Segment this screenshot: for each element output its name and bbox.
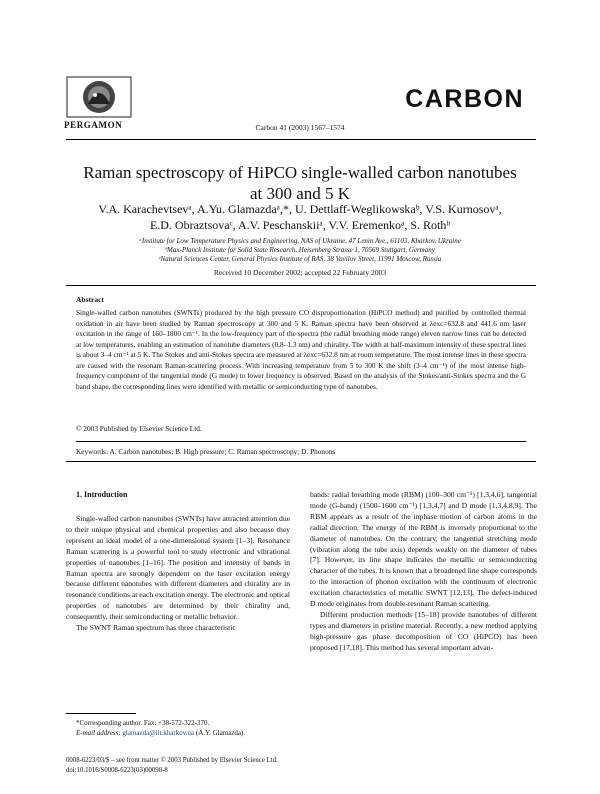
keywords: Keywords: A. Carbon nanotubes; B. High pressure; C. Raman spectroscopy; D. Phonons xyxy=(76,447,336,456)
journal-citation: Carbon 41 (2003) 1567–1574 xyxy=(255,123,345,132)
front-matter xyxy=(66,756,278,775)
issn-line: 0008-6223/03/$ – see front matter © 2003 Published by Elsevier Science Ltd. xyxy=(66,757,278,764)
email-suffix: (A.Y. Glamazda). xyxy=(195,729,246,737)
abstract-top-rule xyxy=(66,285,536,286)
email-line xyxy=(76,728,290,738)
email-link[interactable]: glamazda@ilt.kharkov.ua xyxy=(122,729,195,737)
left-column xyxy=(66,514,290,634)
author-list: V.A. Karachevtsevᵃ, A.Yu. Glamazdaᵃ,*, U. Dettlaff-Weglikowskaᵇ, V.S. Kurnosovᵃ, E.D. Obraztsovaᶜ, A.V. Peschanskiiᵃ, V.V. Eremenkoᵃ, S. Rothᵇ xyxy=(98,202,502,232)
footnote-rule xyxy=(66,713,136,714)
publisher-logo xyxy=(66,76,132,118)
affiliation-a: ᵃInstitute for Low Temperature Physics and Engineering, NAS of Ukraine, 47 Lenin Ave., 61103, Kharkov, Ukraine xyxy=(139,237,461,245)
affiliation-c: ᶜNatural Sciences Center, General Physics Institute of RAS, 38 Vavilov Street, 11991 Moscow, Russia xyxy=(158,255,442,263)
corresponding-author: *Corresponding author. Fax: +38-572-322-370. xyxy=(76,719,210,727)
doi-line: doi:10.1016/S0008-6223(03)00098-8 xyxy=(66,766,168,774)
paragraph: Single-walled carbon nanotubes (SWNTs) have attracted attention due to their unique physical and chemical properties and also because they represent an ideal model of a one-dimensional system [1–3]. Resonance Raman scattering is a powerful tool to study electronic and vibrational properties of nanotubes [1–16]. The position and intensity of bands in Raman spectra are strongly dependent on the laser excitation energy because different nanotubes with different diameters and chirality are in resonance conditions at each excitation energy. The electronic and optical properties of nanotubes are determined by their chirality and, consequently, their semiconducting or metallic behavior. xyxy=(66,514,290,622)
body-top-rule xyxy=(66,461,536,462)
right-column xyxy=(310,490,537,654)
journal-title: CARBON xyxy=(405,85,524,113)
article-title: Raman spectroscopy of HiPCO single-walled carbon nanotubes at 300 and 5 K xyxy=(83,163,517,203)
email-label: E-mail address: xyxy=(76,729,121,737)
footnote xyxy=(76,718,290,738)
abstract-heading: Abstract xyxy=(76,295,104,304)
abstract-text: Single-walled carbon nanotubes (SWNTs) produced by the high pressure CO disproportionation (HiPCO method) and purified by controlled thermal oxidation in air have been studied by Raman spectroscopy at 300 and 5 K. Raman spectra have been observed at λexc=632.8 and 441.6 nm laser excitation in the range of 160–1800 cm⁻¹. In the low-frequency part of the spectra (the radial breathing mode range) eleven narrow lines can be detected at low temperatures, enabling an estimation of nanotube diameters (0.8–1.3 nm) and chirality. The width at half-maximum intensity of these spectral lines is about 3–4 cm⁻¹ at 5 K. The Stokes and anti-Stokes spectra are measured at λexc=632.8 nm at room temperature. The most intense lines in these spectra are caused with the resonant Raman-scattering process. With increasing temperature from 5 to 300 K the shift (3–4 cm⁻¹) of the most intense high-frequency component of the tangential mode (G mode) to lower frequency is observed. Based on the analysis of the Stokes/anti-Stokes spectra and the G band shape, the corresponding lines were identified with metallic or semiconducting type of nanotubes. xyxy=(76,308,526,391)
publisher-name: PERGAMON xyxy=(64,120,123,130)
affiliation-b: ᵇMax-Planck Institute for Solid State Research, Heisenberg Strasse 1, 70569 Stuttgart, Germany xyxy=(165,246,435,254)
paragraph: The SWNT Raman spectrum has three characteristic xyxy=(76,623,236,633)
keywords-rule xyxy=(76,441,526,442)
header-rule xyxy=(66,139,536,140)
copyright-line: © 2003 Published by Elsevier Science Ltd. xyxy=(76,424,202,433)
paragraph: Different production methods [15–18] provide nanotubes of different types and diameters in pristine material. Recently, a new method applying high-pressure gas phase decomposition of CO (HiPCO) has been proposed [17,18]. This method has several important advan- xyxy=(310,609,537,652)
paragraph: bands: radial breathing mode (RBM) (100–300 cm⁻¹) [1,3,4,6], tangential mode (G-band) (1500–1600 cm⁻¹) [1,3,4,7] and D mode [1,3,4,8,9]. The RBM appears as a result of the inphase motion of carbon atoms in the radial direction. The energy of the RBM is inversely proportional to the diameter of nanotubes. On the contrary, the tangential stretching mode (vibration along the tube axis) depends weakly on the diameter of tubes [7]. However, its line shape indicates the metallic or semiconducting character of the tubes. It is known that a broadened line shape corresponds to the interaction of phonon excitation with the continuum of electronic excitation characteristics of metallic SWNT [12,13]. The defect-induced D mode originates from double-resonant Raman scattering. xyxy=(310,490,537,609)
received-dates: Received 10 December 2002; accepted 22 February 2003 xyxy=(213,268,387,277)
section-heading: 1. Introduction xyxy=(76,490,128,499)
